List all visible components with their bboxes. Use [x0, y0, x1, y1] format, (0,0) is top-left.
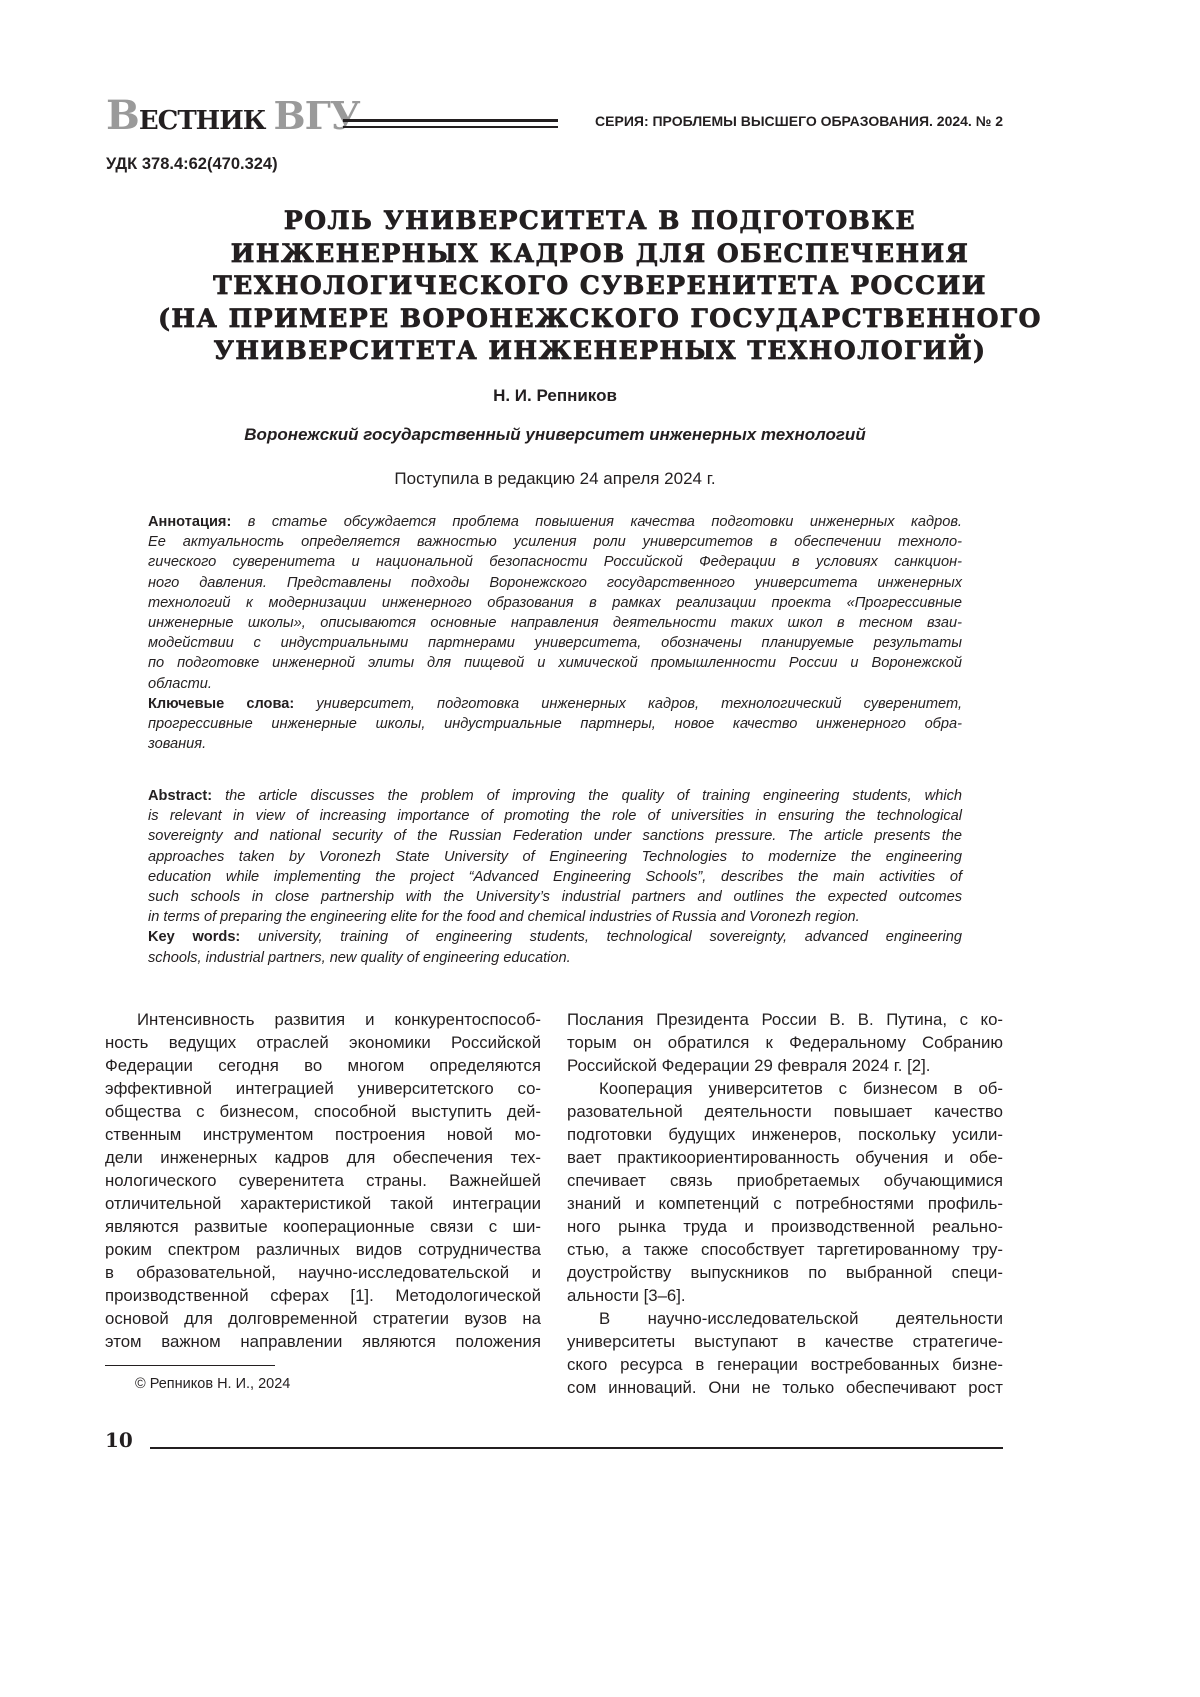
author: Н. И. Репников [0, 386, 1110, 406]
body-line: Интенсивность развития и конкурентоспособ- [105, 1008, 541, 1031]
keywords-line: прогрессивные инженерные школы, индустриальные партнеры, новое качество инженерного обра- [148, 714, 962, 734]
body-line: Послания Президента России В. В. Путина, с ко- [567, 1008, 1003, 1031]
abstract-line: sovereignty and national security of the Russian Federation under sanctions pressure. The article presents the [148, 826, 962, 846]
annotation-line: инженерные школы», описываются основные направления деятельности таких школ в тесном взаи- [148, 613, 962, 633]
keywords-line: schools, industrial partners, new quality of engineering education. [148, 948, 962, 968]
body-line: стью, а также способствует таргетированному тру- [567, 1238, 1003, 1261]
body-line: доустройству выпускников по выбранной специ- [567, 1261, 1003, 1284]
abstract-line: is relevant in view of increasing importance of promoting the role of universities in ensuring the technological [148, 806, 962, 826]
body-line: В научно-исследовательской деятельности [567, 1307, 1003, 1330]
abstract-line: education while implementing the project “Advanced Engineering Schools”, describes the main activities of [148, 867, 962, 887]
abstract-en [148, 786, 962, 968]
body-line: вает практикоориентированность обучения и обе- [567, 1146, 1003, 1169]
body-line: в образовательной, научно-исследовательской и [105, 1261, 541, 1284]
footer-rule [150, 1447, 1003, 1449]
article-title [100, 205, 1100, 368]
body-line: этом важном направлении являются положения [105, 1330, 541, 1353]
body-line: спечивает связь приобретаемых обучающимися [567, 1169, 1003, 1192]
keywords-line: university, training of engineering students, technological sovereignty, advanced engineering [258, 929, 962, 945]
body-line: роким спектром различных видов сотрудничества [105, 1238, 541, 1261]
logo-word: ЕСТНИК [139, 106, 266, 136]
body-line: Кооперация университетов с бизнесом в об- [567, 1077, 1003, 1100]
abstract-line: in terms of preparing the engineering elite for the food and chemical industries of Russia and Voronezh region. [148, 907, 962, 927]
header-rule [343, 119, 558, 128]
annotation-line: модействии с индустриальными партнерами университета, обозначены планируемые результаты [148, 633, 962, 653]
logo-vgu: ВГУ [273, 93, 359, 138]
footnote-divider [105, 1365, 275, 1366]
body-line: отличительной характеристикой такой интеграции [105, 1192, 541, 1215]
annotation-label: Аннотация: [148, 514, 231, 530]
annotation-line: ного давления. Представлены подходы Воронежского государственного университета инженерных [148, 573, 962, 593]
body-line: торым он обратился к Федеральному Собранию [567, 1031, 1003, 1054]
keywords-label: Ключевые слова: [148, 696, 294, 712]
keywords-line: университет, подготовка инженерных кадров, технологический суверенитет, [316, 696, 962, 712]
received-date: Поступила в редакцию 24 апреля 2024 г. [0, 469, 1110, 489]
annotation-line: по подготовке инженерной элиты для пищевой и химической промышленности России и Воронежской [148, 653, 962, 673]
abstract-label: Abstract: [148, 788, 212, 804]
body-line: знаний и компетенций с потребностями профиль- [567, 1192, 1003, 1215]
page-number: 10 [105, 1428, 133, 1452]
body-column-right [567, 1008, 1003, 1399]
body-line: эффективной интеграцией университетского со- [105, 1077, 541, 1100]
annotation-line: в статье обсуждается проблема повышения качества подготовки инженерных кадров. [248, 514, 962, 530]
body-line: общества с бизнесом, способной выступить дей- [105, 1100, 541, 1123]
body-line: разовательной деятельности повышает качество [567, 1100, 1003, 1123]
abstract-line: such schools in close partnership with the University’s industrial partners and outlines the expected outcomes [148, 887, 962, 907]
body-line: ственным инструментом построения новой мо- [105, 1123, 541, 1146]
abstract-line: approaches taken by Voronezh State University of Engineering Technologies to modernize the engineering [148, 847, 962, 867]
body-line: являются развитые кооперационные связи с ши- [105, 1215, 541, 1238]
body-line: Российской Федерации 29 февраля 2024 г. [2]. [567, 1054, 1003, 1077]
body-line: ного рынка труда и производственной реально- [567, 1215, 1003, 1238]
title-line: ИНЖЕНЕРНЫХ КАДРОВ ДЛЯ ОБЕСПЕЧЕНИЯ [100, 238, 1100, 271]
title-line: (НА ПРИМЕРЕ ВОРОНЕЖСКОГО ГОСУДАРСТВЕННОГО [100, 303, 1100, 336]
title-line: УНИВЕРСИТЕТА ИНЖЕНЕРНЫХ ТЕХНОЛОГИЙ) [100, 335, 1100, 368]
body-line: ского ресурса в генерации востребованных бизне- [567, 1353, 1003, 1376]
body-column-left [105, 1008, 541, 1353]
annotation-line: гического суверенитета и национальной безопасности Российской Федерации в условиях санкцион- [148, 552, 962, 572]
body-line: альности [3–6]. [567, 1284, 1003, 1307]
affiliation: Воронежский государственный университет инженерных технологий [0, 425, 1110, 445]
journal-logo [106, 96, 360, 141]
body-line: Федерации сегодня во многом определяются [105, 1054, 541, 1077]
abstract-line: the article discusses the problem of improving the quality of training engineering students, which [225, 788, 962, 804]
body-line: основой для долговременной стратегии вузов на [105, 1307, 541, 1330]
body-line: производственной сферах [1]. Методологической [105, 1284, 541, 1307]
body-line: университеты выступают в качестве стратегиче- [567, 1330, 1003, 1353]
annotation-line: Ее актуальность определяется важностью усиления роли университетов в обеспечении техноло- [148, 532, 962, 552]
title-line: РОЛЬ УНИВЕРСИТЕТА В ПОДГОТОВКЕ [100, 205, 1100, 238]
body-line: дели инженерных кадров для обеспечения тех- [105, 1146, 541, 1169]
copyright-footnote: © Репников Н. И., 2024 [135, 1376, 290, 1392]
udk-code: УДК 378.4:62(470.324) [106, 155, 278, 174]
annotation-line: технологий к модернизации инженерного образования в рамках реализации проекта «Прогрессивные [148, 593, 962, 613]
series-label: СЕРИЯ: ПРОБЛЕМЫ ВЫСШЕГО ОБРАЗОВАНИЯ. 2024. № 2 [595, 113, 1003, 129]
body-line: сом инноваций. Они не только обеспечивают рост [567, 1376, 1003, 1399]
logo-initial: В [106, 92, 139, 139]
annotation-ru [148, 512, 962, 754]
keywords-line: зования. [148, 734, 962, 754]
title-line: ТЕХНОЛОГИЧЕСКОГО СУВЕРЕНИТЕТА РОССИИ [100, 270, 1100, 303]
body-line: ность ведущих отраслей экономики Российской [105, 1031, 541, 1054]
keywords-label-en: Key words: [148, 929, 240, 945]
body-line: нологического суверенитета страны. Важнейшей [105, 1169, 541, 1192]
body-line: подготовки будущих инженеров, поскольку усили- [567, 1123, 1003, 1146]
annotation-line: области. [148, 674, 962, 694]
